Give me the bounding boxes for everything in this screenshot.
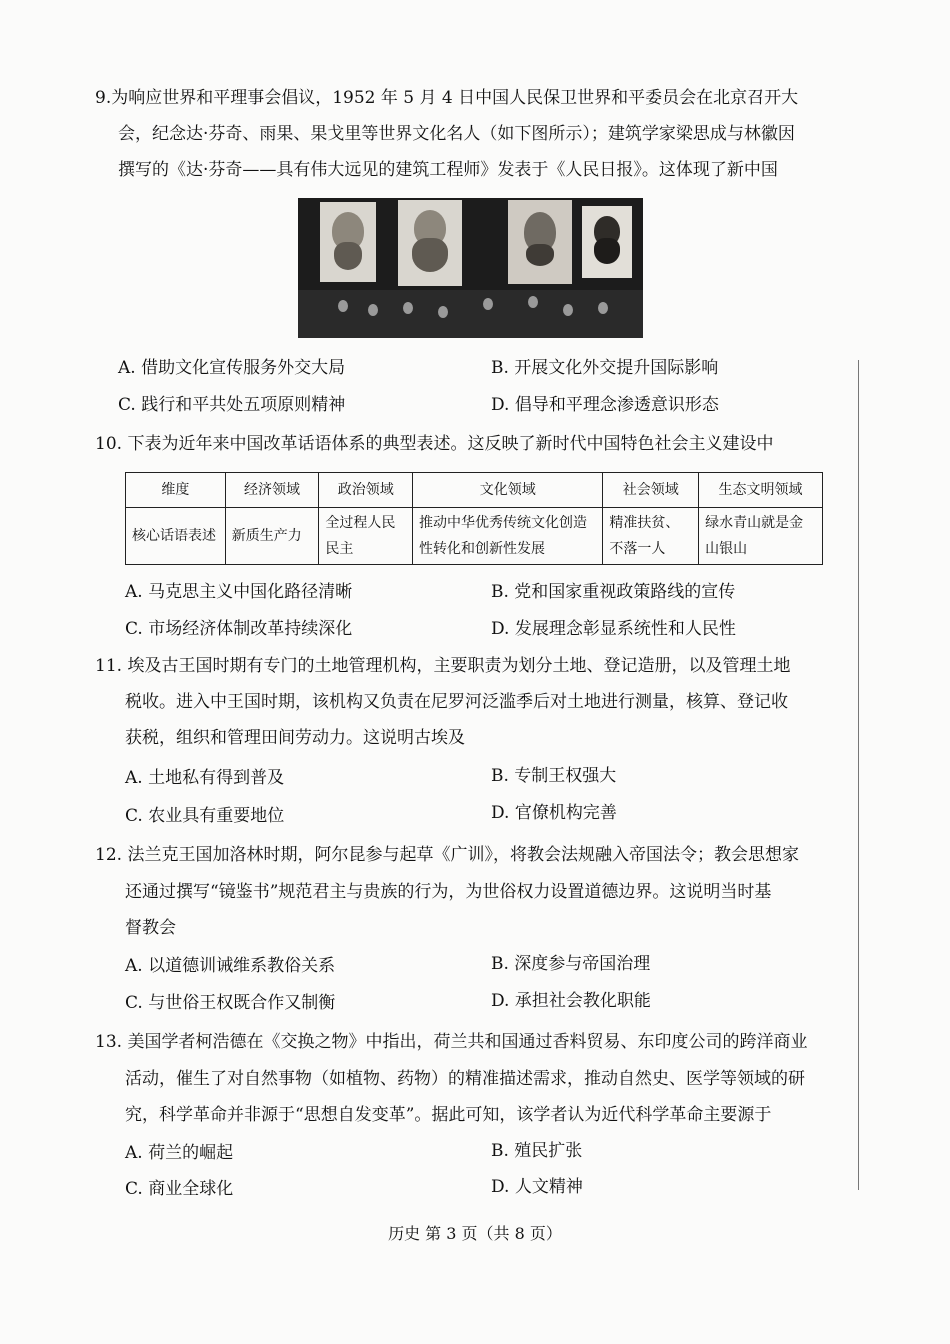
table-cell: 绿水青山就是金山银山 [699,508,823,565]
table-header-cell: 政治领域 [319,473,413,508]
q9-stem-line-3: 撰写的《达·芬奇——具有伟大远见的建筑工程师》发表于《人民日报》。这体现了新中国 [118,160,778,180]
q9-stem-line-2: 会，纪念达·芬奇、雨果、果戈里等世界文化名人（如下图所示）；建筑学家梁思成与林徽因 [118,124,795,144]
table-row [126,508,823,565]
q13-option-b[interactable]: B. 殖民扩张 [491,1141,583,1161]
table-header-cell: 社会领域 [603,473,699,508]
q11-option-b[interactable]: B. 专制王权强大 [491,766,617,786]
q10-option-c[interactable]: C. 市场经济体制改革持续深化 [125,619,353,639]
q11-option-d[interactable]: D. 官僚机构完善 [491,803,617,823]
portrait-3-image [508,200,572,284]
q10-option-b[interactable]: B. 党和国家重视政策路线的宣传 [491,582,736,602]
q13-option-a[interactable]: A. 荷兰的崛起 [125,1143,234,1163]
portrait-2-image [398,200,462,286]
q11-stem-line-2: 税收。进入中王国时期，该机构又负责在尼罗河泛滥季后对土地进行测量，核算、登记收 [125,692,788,712]
q9-option-b[interactable]: B. 开展文化外交提升国际影响 [491,358,719,378]
q12-stem-line-1: 12. 法兰克王国加洛林时期，阿尔昆参与起草《广训》，将教会法规融入帝国法令；教会思想家 [95,845,799,865]
q12-stem-line-3: 督教会 [125,918,176,938]
q10-stem-line-1: 10. 下表为近年来中国改革话语体系的典型表述。这反映了新时代中国特色社会主义建设中 [95,434,774,454]
q9-commemoration-photo [298,198,643,338]
table-header-cell: 维度 [126,473,226,508]
q10-option-a[interactable]: A. 马克思主义中国化路径清晰 [125,582,353,602]
table-header-cell: 文化领域 [413,473,603,508]
table-header-row [126,473,823,508]
q12-stem-line-2: 还通过撰写“镜鉴书”规范君主与贵族的行为，为世俗权力设置道德边界。这说明当时基 [125,882,772,902]
margin-rule [858,360,859,1190]
q9-option-c[interactable]: C. 践行和平共处五项原则精神 [118,395,346,415]
table-cell: 精准扶贫、不落一人 [603,508,699,565]
q11-option-c[interactable]: C. 农业具有重要地位 [125,806,285,826]
portrait-4-image [582,206,632,278]
q13-stem-line-1: 13. 美国学者柯浩德在《交换之物》中指出，荷兰共和国通过香料贸易、东印度公司的跨洋商业 [95,1032,808,1052]
table-header-cell: 生态文明领域 [699,473,823,508]
q13-stem-line-2: 活动，催生了对自然事物（如植物、药物）的精准描述需求，推动自然史、医学等领域的研 [125,1069,805,1089]
q13-stem-line-3: 究，科学革命并非源于“思想自发变革”。据此可知，该学者认为近代科学革命主要源于 [125,1105,772,1125]
table-cell: 新质生产力 [225,508,319,565]
q11-stem-line-1: 11. 埃及古王国时期有专门的土地管理机构，主要职责为划分土地、登记造册，以及管理土地 [95,656,791,676]
q9-option-a[interactable]: A. 借助文化宣传服务外交大局 [118,358,346,378]
q13-option-d[interactable]: D. 人文精神 [491,1177,583,1197]
q12-option-d[interactable]: D. 承担社会教化职能 [491,991,651,1011]
table-cell: 全过程人民民主 [319,508,413,565]
q11-option-a[interactable]: A. 土地私有得到普及 [125,768,285,788]
q10-reform-table [125,472,823,565]
table-header-cell: 经济领域 [225,473,319,508]
q13-option-c[interactable]: C. 商业全球化 [125,1179,234,1199]
page-footer: 历史 第 3 页（共 8 页） [388,1224,562,1243]
q10-option-d[interactable]: D. 发展理念彰显系统性和人民性 [491,619,736,639]
q9-photo-stage [298,290,643,338]
table-row-label: 核心话语表述 [126,508,226,565]
portrait-1-image [320,202,376,282]
q11-stem-line-3: 获税，组织和管理田间劳动力。这说明古埃及 [125,728,465,748]
q12-option-c[interactable]: C. 与世俗王权既合作又制衡 [125,993,336,1013]
q12-option-a[interactable]: A. 以道德训诫维系教俗关系 [125,956,336,976]
q9-option-d[interactable]: D. 倡导和平理念渗透意识形态 [491,395,719,415]
table-cell: 推动中华优秀传统文化创造性转化和创新性发展 [413,508,603,565]
q9-stem-line-1: 9.为响应世界和平理事会倡议，1952 年 5 月 4 日中国人民保卫世界和平委员会在北京召开大 [95,88,799,108]
q12-option-b[interactable]: B. 深度参与帝国治理 [491,954,651,974]
